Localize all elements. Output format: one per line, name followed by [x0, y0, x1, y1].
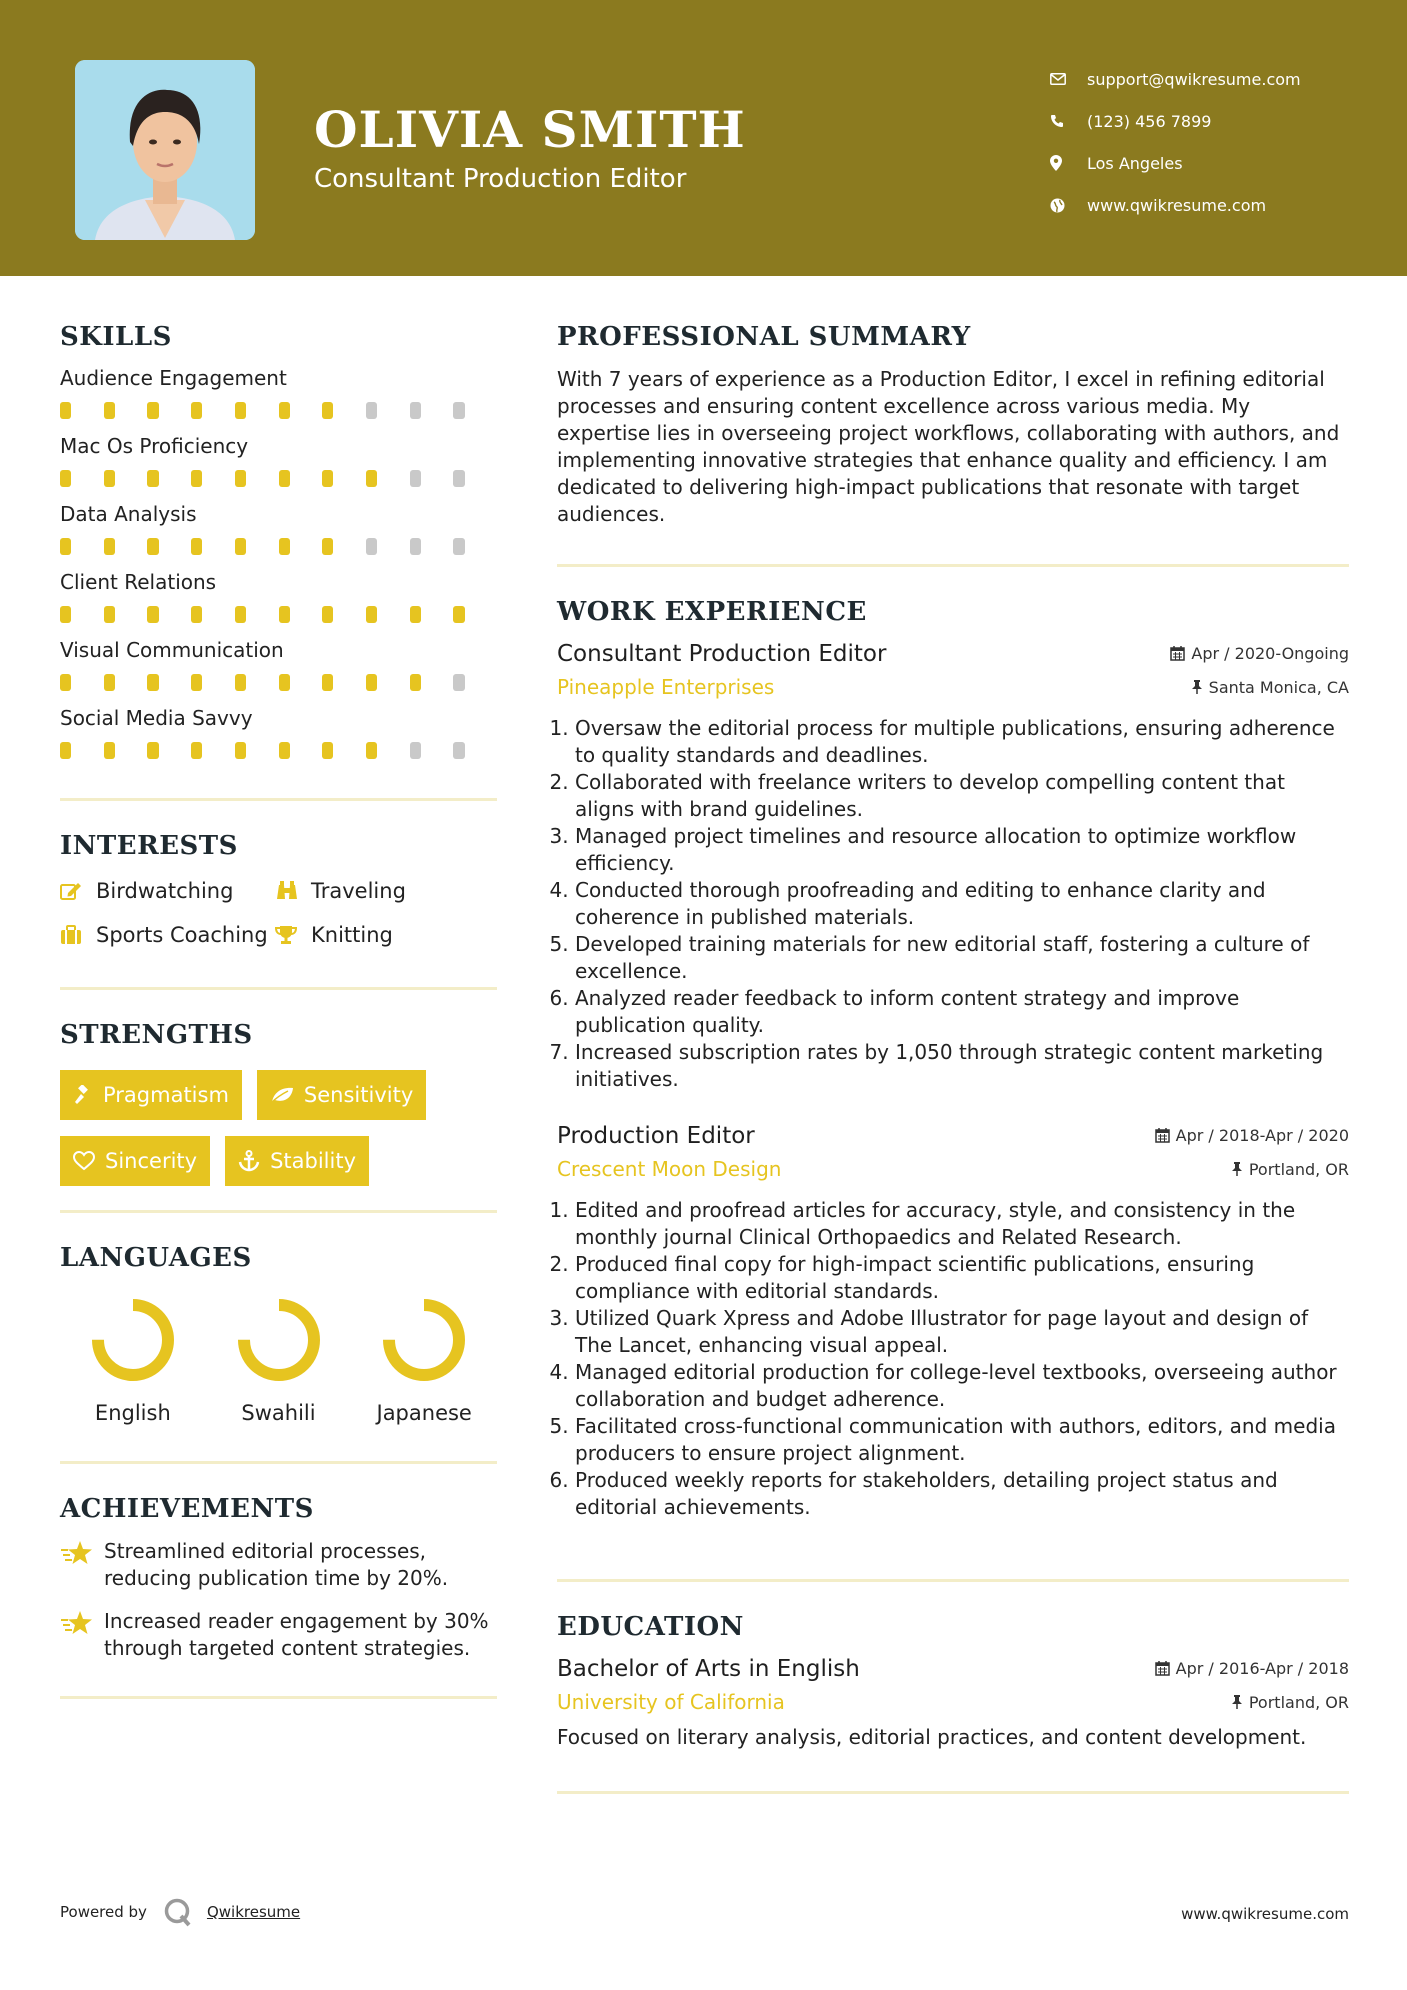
rating-dot-filled — [322, 742, 333, 759]
section-divider — [557, 1791, 1349, 1794]
contact-phone[interactable] — [1050, 100, 1301, 142]
rating-dot-filled — [191, 402, 202, 419]
skills-heading: SKILLS — [60, 322, 172, 352]
interest-item — [275, 923, 475, 947]
rating-dot-filled — [60, 606, 71, 623]
job-bullet: 2. Produced final copy for high-impact scientific publications, ensuring compliance with editorial standards. — [575, 1251, 1349, 1305]
rating-dot-filled — [60, 402, 71, 419]
rating-dot-empty — [366, 402, 377, 419]
strength-tag — [60, 1136, 210, 1186]
language-gauge-arc — [244, 1305, 314, 1375]
rating-dot-filled — [410, 606, 421, 623]
interest-label: Sports Coaching — [96, 923, 268, 947]
rating-dot-filled — [104, 606, 115, 623]
language-gauge-arc — [389, 1305, 459, 1375]
achievement-text: Streamlined editorial processes, reducing publication time by 20%. — [104, 1539, 449, 1590]
job-bullet: 4. Conducted thorough proofreading and editing to enhance clarity and coherence in published materials. — [575, 877, 1349, 931]
achievement-item — [60, 1608, 497, 1662]
rating-dot-empty — [410, 742, 421, 759]
strengths-list — [60, 1070, 497, 1186]
rating-dot-filled — [147, 606, 158, 623]
rating-dot-filled — [235, 470, 246, 487]
pin-icon — [1231, 1695, 1243, 1709]
skill-name: Data Analysis — [60, 502, 197, 526]
contact-location-text: Los Angeles — [1087, 153, 1183, 173]
skill-rating — [60, 674, 497, 692]
section-divider — [60, 1696, 497, 1699]
footer-url[interactable]: www.qwikresume.com — [1181, 1905, 1349, 1923]
section-divider — [60, 1210, 497, 1213]
rating-dot-filled — [322, 538, 333, 555]
rating-dot-filled — [104, 402, 115, 419]
qwikresume-logo-icon — [163, 1897, 193, 1927]
globe-icon — [1050, 198, 1087, 213]
rating-dot-filled — [235, 538, 246, 555]
strength-tag — [225, 1136, 369, 1186]
section-divider — [60, 1461, 497, 1464]
briefcase-icon — [60, 925, 96, 945]
achievement-item — [60, 1538, 497, 1592]
rating-dot-filled — [191, 742, 202, 759]
rating-dot-filled — [279, 606, 290, 623]
rating-dot-filled — [104, 742, 115, 759]
job-bullet: 2. Collaborated with freelance writers to develop compelling content that aligns with brand guidelines. — [575, 769, 1349, 823]
star-icon — [60, 1538, 104, 1592]
job-bullet: 6. Analyzed reader feedback to inform content strategy and improve publication quality. — [575, 985, 1349, 1039]
leaf-icon — [270, 1086, 294, 1104]
skill-item — [60, 502, 497, 556]
gavel-icon — [73, 1085, 93, 1105]
job-date — [1170, 644, 1349, 663]
rating-dot-filled — [104, 674, 115, 691]
rating-dot-filled — [60, 742, 71, 759]
job-bullets — [557, 1197, 1349, 1521]
binoculars-icon — [275, 881, 311, 901]
rating-dot-filled — [322, 674, 333, 691]
education-description: Focused on literary analysis, editorial practices, and content development. — [557, 1725, 1307, 1749]
calendar-icon — [1155, 1661, 1170, 1676]
rating-dot-filled — [235, 606, 246, 623]
interest-label: Knitting — [311, 923, 393, 947]
powered-by-label: Powered by — [60, 1903, 147, 1921]
rating-dot-filled — [191, 470, 202, 487]
rating-dot-filled — [366, 742, 377, 759]
job-date — [1155, 1126, 1349, 1145]
rating-dot-filled — [147, 538, 158, 555]
rating-dot-filled — [191, 674, 202, 691]
rating-dot-empty — [453, 402, 464, 419]
skill-item — [60, 434, 497, 488]
envelope-icon — [1050, 73, 1087, 85]
rating-dot-filled — [279, 470, 290, 487]
skill-name: Client Relations — [60, 570, 217, 594]
section-divider — [60, 987, 497, 990]
rating-dot-empty — [410, 402, 421, 419]
skill-name: Mac Os Proficiency — [60, 434, 249, 458]
strength-label: Pragmatism — [103, 1083, 229, 1107]
heart-icon — [73, 1151, 95, 1171]
strengths-heading: STRENGTHS — [60, 1020, 253, 1050]
skill-item — [60, 570, 497, 624]
contact-website-text: www.qwikresume.com — [1087, 195, 1267, 215]
section-divider — [557, 1579, 1349, 1582]
rating-dot-filled — [279, 538, 290, 555]
degree-title: Bachelor of Arts in English — [557, 1656, 860, 1682]
job-bullet: 5. Developed training materials for new editorial staff, fostering a culture of excellence. — [575, 931, 1349, 985]
company-name: Crescent Moon Design — [557, 1157, 782, 1181]
pin-icon — [1231, 1162, 1243, 1176]
job-title: Production Editor — [557, 1123, 755, 1149]
rating-dot-filled — [191, 606, 202, 623]
skill-rating — [60, 538, 497, 556]
skills-list — [60, 366, 497, 760]
education-date-text: Apr / 2016-Apr / 2018 — [1175, 1659, 1349, 1678]
achievements-list — [60, 1538, 497, 1662]
rating-dot-filled — [60, 538, 71, 555]
strength-label: Sensitivity — [303, 1083, 414, 1107]
job-bullet: 7. Increased subscription rates by 1,050 through strategic content marketing initiatives. — [575, 1039, 1349, 1093]
skill-item — [60, 366, 497, 420]
language-name: English — [94, 1401, 171, 1425]
candidate-title: Consultant Production Editor — [314, 164, 687, 194]
rating-dot-filled — [366, 606, 377, 623]
section-divider — [60, 798, 497, 801]
rating-dot-empty — [366, 538, 377, 555]
contact-location — [1050, 142, 1301, 184]
interest-label: Traveling — [311, 879, 406, 903]
languages-list — [60, 1295, 497, 1425]
strength-tag — [60, 1070, 242, 1120]
contact-email[interactable] — [1050, 58, 1301, 100]
job-bullet: 4. Managed editorial production for college-level textbooks, overseeing author collaboration and budget adherence. — [575, 1359, 1349, 1413]
pencil-square-icon — [60, 881, 96, 901]
rating-dot-filled — [191, 538, 202, 555]
education-location — [1231, 1693, 1349, 1712]
section-divider — [557, 564, 1349, 567]
contact-website[interactable] — [1050, 184, 1301, 226]
skill-item — [60, 638, 497, 692]
education-entry — [557, 1656, 1349, 1751]
job-location-text: Santa Monica, CA — [1208, 677, 1349, 697]
strength-label: Sincerity — [105, 1149, 198, 1173]
rating-dot-filled — [322, 402, 333, 419]
rating-dot-filled — [60, 674, 71, 691]
rating-dot-filled — [279, 402, 290, 419]
left-column — [60, 322, 497, 1699]
job-date-text: Apr / 2018-Apr / 2020 — [1175, 1126, 1349, 1145]
skill-name: Visual Communication — [60, 638, 284, 662]
job-entry — [557, 1123, 1349, 1521]
job-bullet: 5. Facilitated cross-functional communication with authors, editors, and media producers to ensure project alignment. — [575, 1413, 1349, 1467]
skill-rating — [60, 470, 497, 488]
rating-dot-filled — [366, 470, 377, 487]
rating-dot-filled — [235, 674, 246, 691]
interest-item — [60, 879, 275, 903]
job-bullet: 3. Managed project timelines and resource allocation to optimize workflow efficiency. — [575, 823, 1349, 877]
skill-rating — [60, 606, 497, 624]
calendar-icon — [1170, 646, 1185, 661]
language-item — [60, 1295, 206, 1425]
job-bullet: 6. Produced weekly reports for stakeholders, detailing project status and editorial achievements. — [575, 1467, 1349, 1521]
rating-dot-filled — [235, 402, 246, 419]
footer-powered-by — [60, 1897, 300, 1927]
rating-dot-filled — [410, 674, 421, 691]
right-column — [557, 322, 1349, 1794]
rating-dot-filled — [147, 402, 158, 419]
skill-name: Social Media Savvy — [60, 706, 253, 730]
qwikresume-link[interactable]: Qwikresume — [206, 1903, 301, 1921]
interest-item — [60, 923, 275, 947]
language-name: Swahili — [241, 1401, 316, 1425]
interests-list — [60, 879, 497, 947]
profile-photo — [75, 60, 255, 240]
rating-dot-filled — [322, 470, 333, 487]
calendar-icon — [1155, 1128, 1170, 1143]
star-icon — [60, 1608, 104, 1662]
job-location — [1191, 678, 1349, 697]
contact-phone-text: (123) 456 7899 — [1087, 111, 1212, 131]
job-bullet: 3. Utilized Quark Xpress and Adobe Illustrator for page layout and design of The Lancet, enhancing visual appeal. — [575, 1305, 1349, 1359]
rating-dot-filled — [147, 674, 158, 691]
rating-dot-filled — [279, 742, 290, 759]
education-heading: EDUCATION — [557, 1612, 744, 1642]
rating-dot-filled — [453, 606, 464, 623]
job-title: Consultant Production Editor — [557, 641, 887, 667]
summary-text: With 7 years of experience as a Production Editor, I excel in refining editorial processes and ensuring content excellence across various media. My expertise lies in overseeing project workflows, collaborating with authors, and implementing innovative strategies that enhance quality and efficiency. I am dedicated to delivering high-impact publications that resonate with target audiences. — [557, 367, 1340, 526]
skill-item — [60, 706, 497, 760]
interests-heading: INTERESTS — [60, 831, 238, 861]
education-location-text: Portland, OR — [1248, 1692, 1349, 1712]
skill-rating — [60, 402, 497, 420]
skill-rating — [60, 742, 497, 760]
education-date — [1155, 1659, 1349, 1678]
job-date-text: Apr / 2020-Ongoing — [1191, 644, 1349, 663]
resume-header — [0, 0, 1407, 276]
summary-heading: PROFESSIONAL SUMMARY — [557, 322, 971, 352]
language-item — [206, 1295, 352, 1425]
skill-name: Audience Engagement — [60, 366, 287, 390]
interest-item — [275, 879, 475, 903]
strength-tag — [257, 1070, 426, 1120]
rating-dot-filled — [60, 470, 71, 487]
pin-icon — [1191, 680, 1203, 694]
rating-dot-empty — [453, 674, 464, 691]
school-name: University of California — [557, 1690, 785, 1714]
rating-dot-empty — [410, 538, 421, 555]
job-location — [1231, 1160, 1349, 1179]
rating-dot-filled — [279, 674, 290, 691]
language-gauge — [379, 1295, 469, 1385]
achievement-text: Increased reader engagement by 30% through targeted content strategies. — [104, 1609, 489, 1660]
rating-dot-empty — [410, 470, 421, 487]
rating-dot-filled — [322, 606, 333, 623]
job-entry — [557, 641, 1349, 1093]
rating-dot-filled — [366, 674, 377, 691]
candidate-name: OLIVIA SMITH — [314, 100, 746, 159]
interest-label: Birdwatching — [96, 879, 234, 903]
job-location-text: Portland, OR — [1248, 1159, 1349, 1179]
languages-heading: LANGUAGES — [60, 1243, 252, 1273]
map-marker-icon — [1050, 155, 1087, 171]
rating-dot-filled — [235, 742, 246, 759]
rating-dot-empty — [453, 470, 464, 487]
job-bullet: 1. Edited and proofread articles for accuracy, style, and consistency in the monthly journal Clinical Orthopaedics and Related Research. — [575, 1197, 1349, 1251]
language-gauge — [88, 1295, 178, 1385]
rating-dot-filled — [104, 538, 115, 555]
anchor-icon — [238, 1150, 260, 1172]
strength-label: Stability — [270, 1149, 357, 1173]
company-name: Pineapple Enterprises — [557, 675, 775, 699]
rating-dot-empty — [453, 742, 464, 759]
job-bullet: 1. Oversaw the editorial process for multiple publications, ensuring adherence to quality standards and deadlines. — [575, 715, 1349, 769]
rating-dot-filled — [104, 470, 115, 487]
trophy-icon — [275, 925, 311, 945]
phone-icon — [1050, 114, 1087, 128]
job-bullets — [557, 715, 1349, 1093]
experience-heading: WORK EXPERIENCE — [557, 597, 867, 627]
rating-dot-filled — [147, 742, 158, 759]
achievements-heading: ACHIEVEMENTS — [60, 1494, 314, 1524]
language-name: Japanese — [376, 1401, 472, 1425]
language-gauge — [234, 1295, 324, 1385]
language-item — [351, 1295, 497, 1425]
rating-dot-empty — [453, 538, 464, 555]
contact-list — [1050, 58, 1301, 226]
contact-email-text: support@qwikresume.com — [1087, 69, 1301, 89]
language-gauge-arc — [98, 1305, 168, 1375]
rating-dot-filled — [147, 470, 158, 487]
